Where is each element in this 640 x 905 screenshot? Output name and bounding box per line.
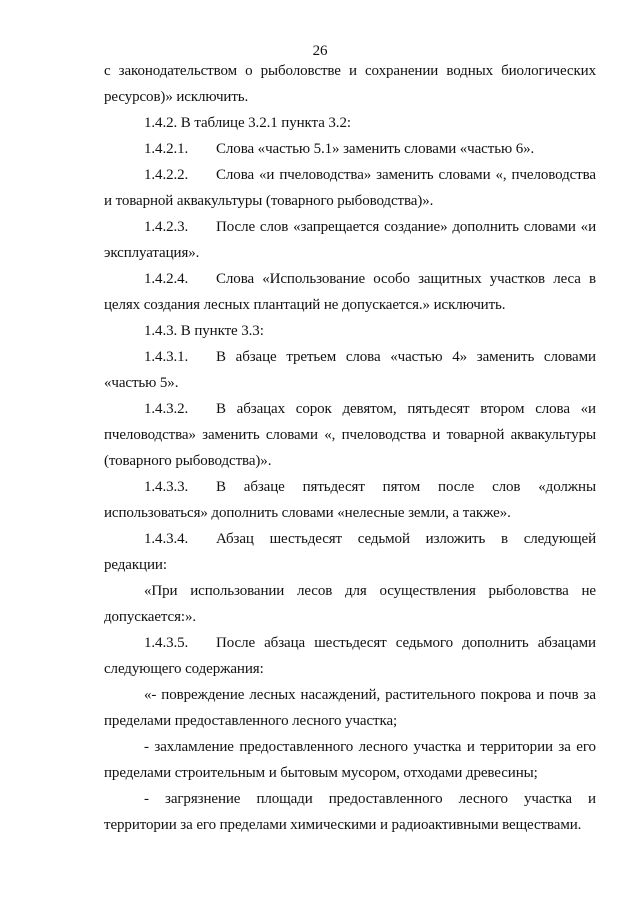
line-text: «частью 5». bbox=[104, 375, 179, 391]
text-line bbox=[104, 188, 596, 214]
line-text: ресурсов)» исключить. bbox=[104, 89, 249, 105]
text-line bbox=[104, 448, 596, 474]
line-text: Слова «частью 5.1» заменить словами «частью 6». bbox=[216, 141, 535, 157]
text-line bbox=[144, 162, 596, 188]
text-line bbox=[144, 734, 596, 760]
line-text: территории за его пределами химическими и радиоактивными веществами. bbox=[104, 817, 582, 833]
clause-number: 1.4.2.2. bbox=[144, 167, 189, 183]
line-text: 1.4.3. В пункте 3.3: bbox=[144, 323, 264, 339]
clause-number: 1.4.3.1. bbox=[144, 349, 189, 365]
text-line bbox=[144, 786, 596, 812]
clause-number: 1.4.2.4. bbox=[144, 271, 189, 287]
text-line bbox=[144, 136, 596, 162]
clause-number: 1.4.3.4. bbox=[144, 531, 189, 547]
line-text: пчеловодства» заменить словами «, пчеловодства и товарной аквакультуры bbox=[104, 427, 596, 443]
line-text: Слова «и пчеловодства» заменить словами «, пчеловодства bbox=[216, 167, 596, 183]
text-line bbox=[104, 500, 596, 526]
text-line bbox=[144, 474, 596, 500]
clause-number: 1.4.2.1. bbox=[144, 141, 189, 157]
line-text: «- повреждение лесных насаждений, растительного покрова и почв за bbox=[144, 687, 596, 703]
text-line bbox=[144, 578, 596, 604]
line-text: использоваться» дополнить словами «нелесные земли, а также». bbox=[104, 505, 511, 521]
text-line bbox=[144, 318, 596, 344]
line-text: «При использовании лесов для осуществления рыболовства не bbox=[144, 583, 596, 599]
line-text: с законодательством о рыболовстве и сохранении водных биологических bbox=[104, 63, 596, 79]
text-line bbox=[144, 110, 596, 136]
line-text: После слов «запрещается создание» дополнить словами «и bbox=[216, 219, 596, 235]
line-text: допускается:». bbox=[104, 609, 197, 625]
line-text: пределами строительным и бытовым мусором, отходами древесины; bbox=[104, 765, 538, 781]
text-line bbox=[144, 266, 596, 292]
clause-number: 1.4.3.2. bbox=[144, 401, 189, 417]
line-text: целях создания лесных плантаций не допускается.» исключить. bbox=[104, 297, 506, 313]
line-text: После абзаца шестьдесят седьмого дополнить абзацами bbox=[216, 635, 596, 651]
text-line bbox=[144, 344, 596, 370]
line-text: В абзаце пятьдесят пятом после слов «должны bbox=[216, 479, 596, 495]
text-line bbox=[144, 526, 596, 552]
text-line bbox=[104, 812, 596, 838]
line-text: 1.4.2. В таблице 3.2.1 пункта 3.2: bbox=[144, 115, 351, 131]
line-text: - загрязнение площади предоставленного лесного участка и bbox=[144, 791, 596, 807]
line-text: редакции: bbox=[104, 557, 167, 573]
text-line bbox=[104, 422, 596, 448]
line-text: эксплуатация». bbox=[104, 245, 200, 261]
line-text: Абзац шестьдесят седьмой изложить в следующей bbox=[216, 531, 596, 547]
line-text: Слова «Использование особо защитных участков леса в bbox=[216, 271, 596, 287]
text-line bbox=[144, 630, 596, 656]
clause-number: 1.4.2.3. bbox=[144, 219, 189, 235]
line-text: (товарного рыбоводства)». bbox=[104, 453, 272, 469]
text-line bbox=[104, 370, 596, 396]
text-line bbox=[104, 240, 596, 266]
text-line bbox=[144, 682, 596, 708]
text-line bbox=[104, 552, 596, 578]
text-line bbox=[104, 84, 596, 110]
page-number: 26 bbox=[312, 43, 328, 59]
line-text: - захламление предоставленного лесного участка и территории за его bbox=[144, 739, 596, 755]
line-text: В абзаце третьем слова «частью 4» заменить словами bbox=[216, 349, 596, 365]
text-line bbox=[104, 760, 596, 786]
text-line bbox=[104, 604, 596, 630]
line-text: следующего содержания: bbox=[104, 661, 264, 677]
text-line bbox=[104, 292, 596, 318]
clause-number: 1.4.3.3. bbox=[144, 479, 189, 495]
text-line bbox=[144, 214, 596, 240]
text-line bbox=[104, 58, 596, 84]
text-line bbox=[144, 396, 596, 422]
text-line bbox=[104, 656, 596, 682]
line-text: В абзацах сорок девятом, пятьдесят втором слова «и bbox=[216, 401, 596, 417]
clause-number: 1.4.3.5. bbox=[144, 635, 189, 651]
text-line bbox=[104, 708, 596, 734]
line-text: пределами предоставленного лесного участка; bbox=[104, 713, 398, 729]
line-text: и товарной аквакультуры (товарного рыбоводства)». bbox=[104, 193, 434, 209]
